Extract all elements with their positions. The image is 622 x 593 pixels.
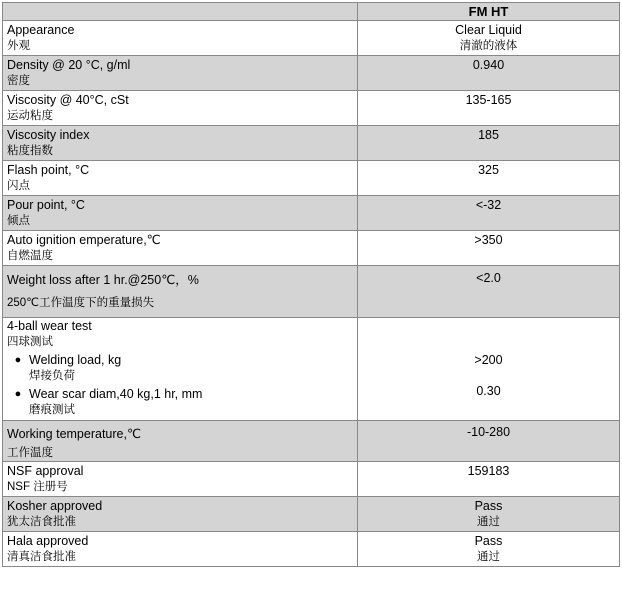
value-cell (358, 196, 620, 231)
property-value-cn: 通过 (477, 551, 500, 563)
header-property-cell (3, 3, 358, 21)
property-value: 0.30 (476, 384, 501, 398)
property-name: Viscosity index (7, 128, 90, 142)
property-value: >200 (474, 353, 503, 367)
table-row (3, 497, 620, 532)
value-cell (358, 462, 620, 497)
property-value: Pass (474, 534, 503, 548)
property-name-cn: NSF 注册号 (7, 481, 68, 493)
property-name-cn: 密度 (7, 75, 30, 87)
property-name-cn: 清真洁食批准 (7, 551, 76, 563)
property-cell (3, 266, 358, 318)
table-row (3, 21, 620, 56)
property-name: Kosher approved (7, 499, 103, 513)
property-name: 4-ball wear test (7, 319, 92, 333)
property-value: 159183 (467, 464, 510, 478)
value-cell (358, 231, 620, 266)
property-value: 135-165 (465, 93, 512, 107)
table-row (3, 532, 620, 567)
property-name-cn: 250℃工作温度下的重量损失 (7, 297, 155, 309)
property-name-cn: 外观 (7, 40, 30, 52)
property-cell (3, 91, 358, 126)
property-name: Density @ 20 °C, g/ml (7, 58, 131, 72)
table-header-row (3, 3, 620, 21)
property-value: -10-280 (466, 425, 511, 439)
property-name-cn: 倾点 (7, 215, 30, 227)
property-value: Pass (474, 499, 503, 513)
property-name: NSF approval (7, 464, 84, 478)
property-value: 325 (478, 163, 499, 177)
header-product-name: FM HT (358, 3, 620, 21)
property-cell (3, 161, 358, 196)
property-value: <2.0 (476, 271, 501, 285)
property-cell (3, 497, 358, 532)
value-cell (358, 532, 620, 567)
property-name: Flash point, °C (7, 163, 90, 177)
list-item (7, 386, 353, 418)
value-cell (358, 266, 620, 318)
property-value: <-32 (475, 198, 502, 212)
property-name: Viscosity @ 40°C, cSt (7, 93, 129, 107)
table-row (3, 161, 620, 196)
value-cell (358, 318, 620, 421)
property-cell (3, 421, 358, 462)
property-value: >350 (474, 233, 503, 247)
table-row (3, 56, 620, 91)
property-value-cn: 清澈的液体 (459, 40, 518, 52)
sub-property-name: Welding load, kg (29, 353, 122, 367)
table-row (3, 266, 620, 318)
property-cell (3, 56, 358, 91)
bullet-icon: ● (14, 354, 22, 366)
property-name: Pour point, °C (7, 198, 85, 212)
table-row (3, 462, 620, 497)
value-cell (358, 421, 620, 462)
property-cell (3, 231, 358, 266)
value-cell (358, 126, 620, 161)
sub-property-name-cn: 磨痕测试 (29, 404, 75, 416)
sub-property-name: Wear scar diam,40 kg,1 hr, mm (29, 387, 203, 401)
property-name: Weight loss after 1 hr.@250℃，% (7, 273, 199, 287)
table-row (3, 231, 620, 266)
property-cell (3, 318, 358, 421)
value-cell (358, 161, 620, 196)
table-row (3, 126, 620, 161)
property-cell (3, 126, 358, 161)
sub-property-name-cn: 焊接负荷 (29, 370, 75, 382)
property-name: Working temperature,℃ (7, 427, 141, 441)
table-row-four-ball (3, 318, 620, 421)
property-name-cn: 闪点 (7, 180, 30, 192)
property-cell (3, 462, 358, 497)
property-name-cn: 犹太洁食批准 (7, 516, 76, 528)
property-cell (3, 196, 358, 231)
property-name-cn: 工作温度 (7, 447, 53, 459)
table-row (3, 196, 620, 231)
property-name-cn: 自燃温度 (7, 250, 53, 262)
table-row (3, 91, 620, 126)
bullet-icon: ● (14, 388, 22, 400)
table-row (3, 421, 620, 462)
property-cell (3, 21, 358, 56)
spec-table (2, 2, 620, 567)
property-name-cn: 粘度指数 (7, 145, 53, 157)
value-cell (358, 497, 620, 532)
property-name-cn: 四球测试 (7, 336, 53, 348)
property-name: Hala approved (7, 534, 89, 548)
value-cell (358, 91, 620, 126)
property-value-cn: 通过 (477, 516, 500, 528)
list-item (7, 352, 353, 384)
property-name-cn: 运动粘度 (7, 110, 53, 122)
property-name: Auto ignition emperature,℃ (7, 233, 161, 247)
value-cell (358, 56, 620, 91)
property-value: 0.940 (472, 58, 505, 72)
property-name: Appearance (7, 23, 75, 37)
property-cell (3, 532, 358, 567)
value-cell (358, 21, 620, 56)
property-value: Clear Liquid (455, 23, 522, 37)
property-value: 185 (478, 128, 499, 142)
